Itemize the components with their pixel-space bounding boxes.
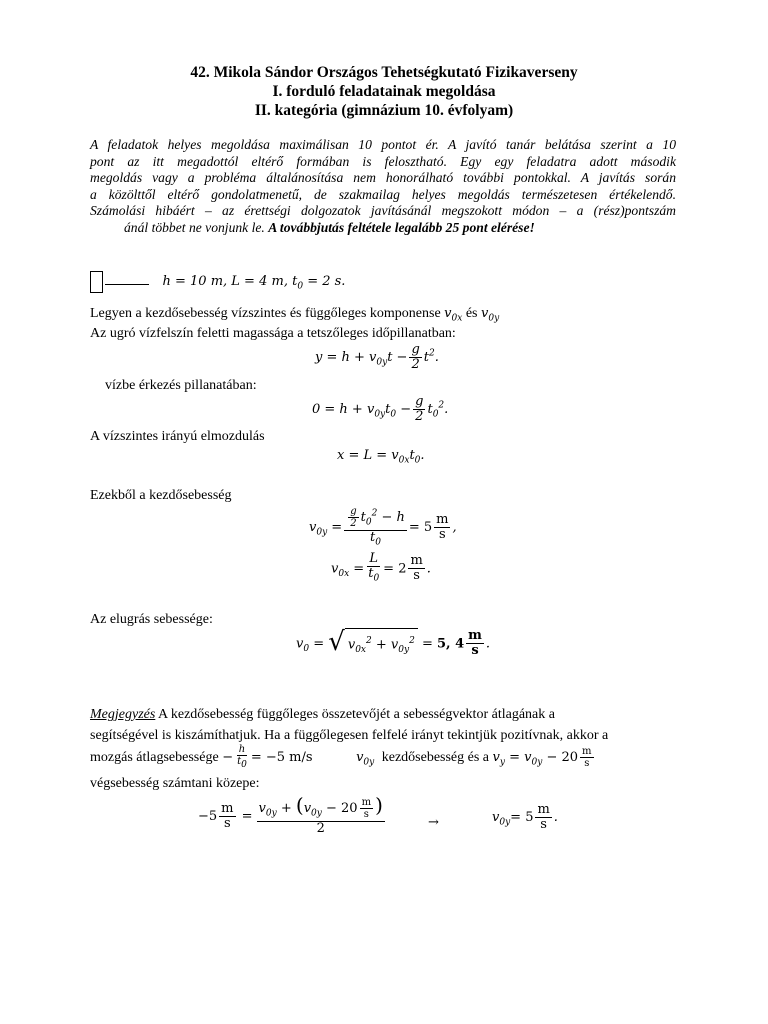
- text-horizontal: A vízszintes irányú elmozdulás: [90, 429, 265, 444]
- formula-y: $y = h + v_{0y}t$ − $\frac{g}{2}$ $t^2$.: [315, 342, 439, 372]
- formula-result: $v_{0y}= 5$ $\frac{m}{s}$ .: [492, 802, 558, 832]
- intro-line: A feladatok helyes megoldása maximálisan 10 pontot ér. A javító tanár belátása szerint a 10: [90, 137, 676, 152]
- text-arrival: vízbe érkezés pillanatában:: [105, 378, 257, 393]
- text-height: Az ugró vízfelszín feletti magassága a tetszőleges időpillanatban:: [90, 326, 456, 341]
- formula-x: $x = L = v_{0x}t_0$.: [337, 448, 425, 466]
- note-line4: végsebesség számtani közepe:: [90, 776, 260, 791]
- checkbox-box: [90, 271, 103, 293]
- note-line2: segítségével is kiszámíthatjuk. Ha a függőlegesen felfelé irányt tekintjük pozitívnak, akkor a: [90, 728, 609, 743]
- intro-line: pont az itt megadottól eltérő formában is felosztható. Egy egy feladatra adott második: [90, 153, 676, 169]
- formula-v0: $v_0$ = √ $v_{0x}^2 + v_{0y}^2$ = 5, 4 $\frac{m}{s}$ .: [296, 627, 491, 659]
- intro-line: Számolási hibáért – az érettségi dolgozatok javításánál megszokott módon – a (rész)pontszám: [90, 203, 676, 219]
- note-label: Megjegyzés: [90, 707, 156, 722]
- text-jump-speed: Az elugrás sebessége:: [90, 612, 213, 627]
- intro-line: a közölttől eltérő gondolatmenetű, de szakmailag helyes megoldás természetesen értékelendő.: [90, 186, 676, 202]
- text-ezekbol: Ezekből a kezdősebesség: [90, 488, 232, 503]
- given-data: h = 10 m, L = 4 m, $t_0 = 2$ s.: [90, 270, 345, 296]
- formula-average: −5 $\frac{m}{s}$ = $v_{0y} + (v_{0y} - 20$ $\frac{m}{s}$ ) 2: [198, 793, 383, 836]
- formula-v0y: $v_{0y}$ = $\frac{g}{2}$ $t_0^2 - h$ $t_0$ = 5 $\frac{m}{s}$ ,: [309, 506, 457, 548]
- intro-line: megoldás vagy a probléma általánosítása nem honorálható további pontokkal. A javítás során: [90, 170, 676, 186]
- intro-line: ánál többet ne vonjunk le. A továbbjutás feltétele legalább 25 pont elérése!: [124, 219, 535, 235]
- text-components: Legyen a kezdősebesség vízszintes és függőleges komponense $v_{0x}$ és $v_{0y}$: [90, 306, 500, 324]
- formula-v0x: $v_{0x}$ = $\frac{L}{t_0}$ = 2 $\frac{m}{s}$ .: [331, 551, 431, 584]
- implies-arrow: →: [428, 815, 439, 830]
- score-blank: [105, 270, 149, 285]
- note-line3: mozgás átlagsebessége − $\frac{h}{t_0}$ = −5 m/s $v_{0y}$ kezdősebesség és a $v_y = v_{0y} - 20$ $\frac{m}{s}$: [90, 744, 592, 770]
- advancement-condition: A továbbjutás feltétele legalább 25 pont elérése!: [268, 219, 535, 235]
- page-title: 42. Mikola Sándor Országos Tehetségkutató Fizikaverseny: [190, 64, 578, 81]
- page-category: II. kategória (gimnázium 10. évfolyam): [254, 102, 514, 119]
- page-subtitle: I. forduló feladatainak megoldása: [272, 83, 496, 100]
- grading-instructions: [90, 137, 676, 237]
- formula-zero: $0 = h + v_{0y}t_0$ − $\frac{g}{2}$ $t_0^2$.: [312, 394, 449, 424]
- note-line1: Megjegyzés A kezdősebesség függőleges összetevőjét a sebességvektor átlagának a: [90, 707, 555, 722]
